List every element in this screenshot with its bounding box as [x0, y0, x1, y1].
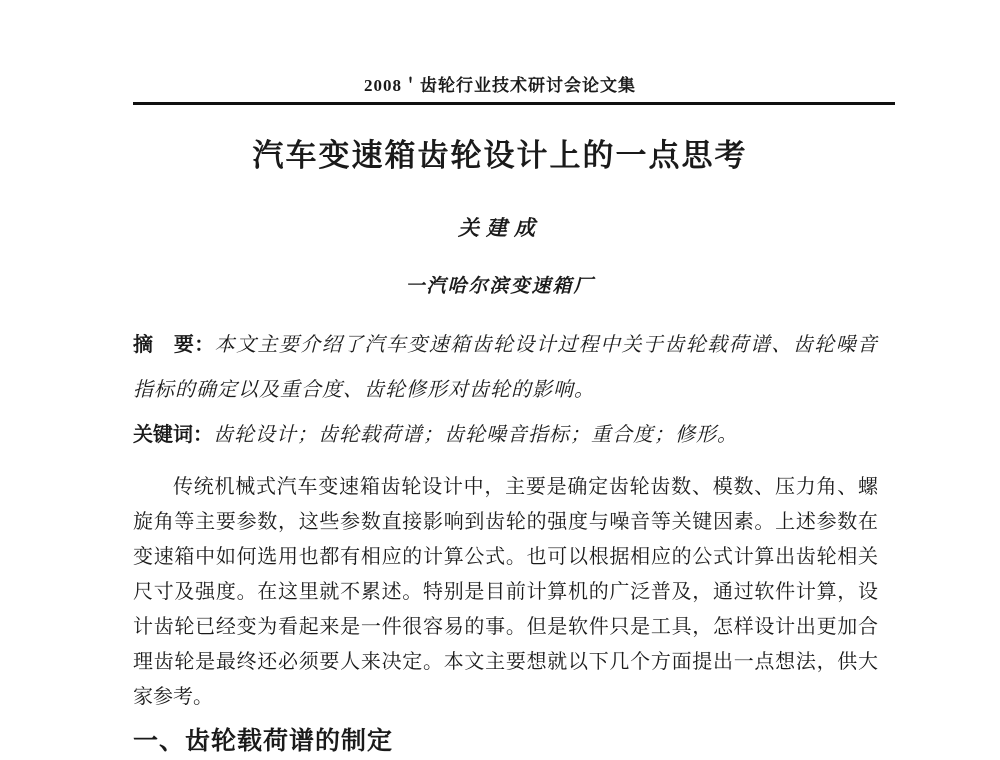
- paper-title: 汽车变速箱齿轮设计上的一点思考: [252, 138, 748, 173]
- body-line: 尺寸及强度。在这里就不累述。特别是目前计算机的广泛普及，通过软件计算，设: [133, 581, 878, 603]
- abstract-text: 本文主要介绍了汽车变速箱齿轮设计过程中关于齿轮载荷谱、齿轮噪音指标的确定以及重合度、齿轮修形对齿轮的影响。: [133, 334, 879, 401]
- body-line: 理齿轮是最终还必须要人来决定。本文主要想就以下几个方面提出一点想法，供大: [133, 651, 878, 673]
- body-paragraph: [133, 470, 878, 715]
- keywords-text: 齿轮设计；齿轮载荷谱；齿轮噪音指标；重合度；修形。: [213, 424, 738, 446]
- body-line: 家参考。: [133, 686, 213, 708]
- abstract-label: 摘 要：: [133, 334, 215, 356]
- header-rule-divider: [133, 102, 895, 105]
- keywords-paragraph: [133, 413, 878, 458]
- abstract-paragraph: [133, 323, 878, 413]
- body-line: 计齿轮已经变为看起来是一件很容易的事。但是软件只是工具，怎样设计出更加合: [133, 616, 878, 638]
- author-name: 关建成: [458, 216, 542, 240]
- body-line: 传统机械式汽车变速箱齿轮设计中，主要是确定齿轮齿数、模数、压力角、螺: [173, 476, 878, 498]
- proceedings-running-header: 2008＇齿轮行业技术研讨会论文集: [364, 76, 636, 95]
- body-line: 旋角等主要参数，这些参数直接影响到齿轮的强度与噪音等关键因素。上述参数在: [133, 511, 878, 533]
- keywords-label: 关键词：: [133, 424, 213, 446]
- body-line: 变速箱中如何选用也都有相应的计算公式。也可以根据相应的公式计算出齿轮相关: [133, 546, 878, 568]
- author-affiliation: 一汽哈尔滨变速箱厂: [405, 276, 595, 297]
- section-heading: 一、齿轮载荷谱的制定: [133, 727, 394, 755]
